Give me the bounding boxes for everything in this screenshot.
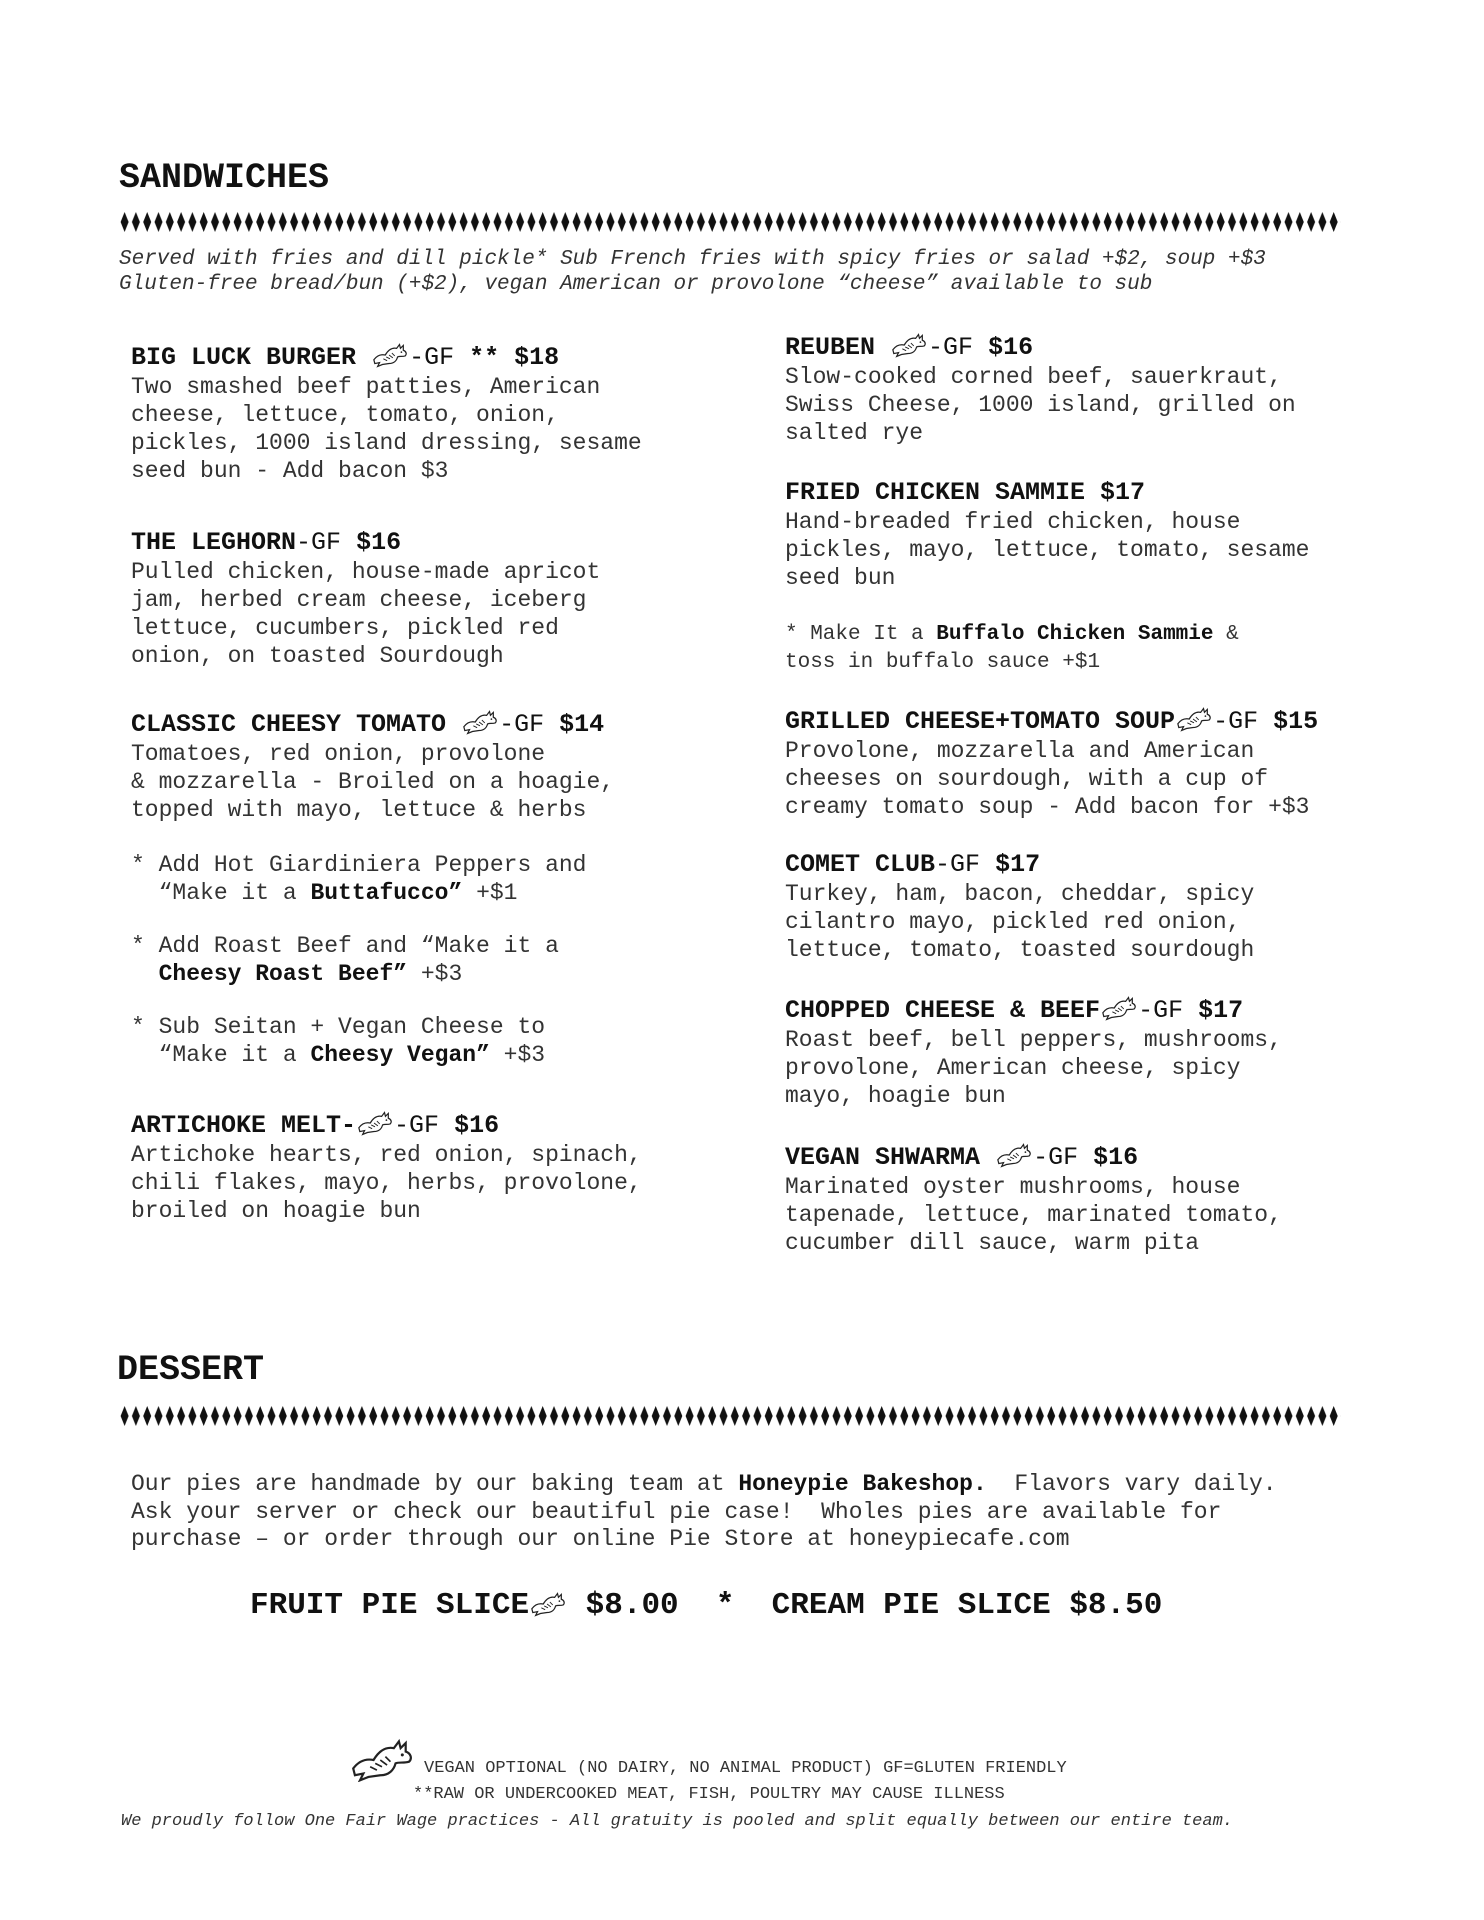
item-name: THE LEGHORN <box>131 528 297 557</box>
addon-line: * Sub Seitan + Vegan Cheese to <box>131 1014 546 1040</box>
addon-cheesy-vegan <box>131 1013 545 1069</box>
menu-item-the-leghorn <box>131 528 731 670</box>
item-desc-line: provolone, American cheese, spicy <box>785 1055 1241 1081</box>
item-name: ARTICHOKE MELT- <box>131 1111 357 1140</box>
item-desc-line: creamy tomato soup - Add bacon for +$3 <box>785 794 1310 820</box>
item-name: COMET CLUB <box>785 850 936 879</box>
item-desc-line: onion, on toasted Sourdough <box>131 643 504 669</box>
jackrabbit-icon <box>356 1110 394 1136</box>
jackrabbit-icon <box>346 1738 418 1778</box>
menu-item-fried-chicken-sammie <box>785 478 1385 592</box>
gf-label: -GF <box>1213 707 1259 736</box>
item-price: ** $18 <box>469 343 560 372</box>
item-desc-line: jam, herbed cream cheese, iceberg <box>131 587 587 613</box>
gf-label: -GF <box>409 343 455 372</box>
fruit-pie-label: FRUIT PIE SLICE <box>250 1588 530 1623</box>
item-price: $16 <box>356 528 402 557</box>
item-desc-line: pickles, 1000 island dressing, sesame <box>131 430 642 456</box>
item-name: CLASSIC CHEESY TOMATO <box>131 710 447 739</box>
addon-cheesy-roast-beef <box>131 932 559 988</box>
item-desc-line: Pulled chicken, house-made apricot <box>131 559 601 585</box>
gluten-free-note: Gluten-free bread/bun (+$2), vegan American or provolone “cheese” available to sub <box>119 273 1153 296</box>
item-desc-line: cheeses on sourdough, with a cup of <box>785 766 1269 792</box>
item-desc-line: cucumber dill sauce, warm pita <box>785 1230 1200 1256</box>
addon-buttafucco <box>131 851 586 907</box>
jackrabbit-icon <box>529 1591 567 1617</box>
item-price: $16 <box>1093 1143 1139 1172</box>
jackrabbit-icon <box>1100 995 1138 1021</box>
addon-price: +$3 <box>407 961 463 987</box>
addon-line: toss in buffalo sauce +$1 <box>785 651 1101 674</box>
pie-prices <box>250 1588 1162 1623</box>
addon-line: * Add Roast Beef and “Make it a <box>131 933 559 959</box>
addon-price: +$3 <box>489 1042 546 1068</box>
item-desc-line: topped with mayo, lettuce & herbs <box>131 797 587 823</box>
addon-text: “Make it a <box>131 880 311 906</box>
item-desc-line: Tomatoes, red onion, provolone <box>131 741 546 767</box>
item-desc-line: Turkey, ham, bacon, cheddar, spicy <box>785 881 1255 907</box>
gf-label: -GF <box>928 333 974 362</box>
addon-text: & <box>1213 623 1239 646</box>
item-desc-line: mayo, hoagie bun <box>785 1083 1006 1109</box>
jackrabbit-icon <box>1175 706 1213 732</box>
item-desc-line: seed bun - Add bacon $3 <box>131 458 449 484</box>
item-desc-line: chili flakes, mayo, herbs, provolone, <box>131 1170 642 1196</box>
menu-item-reuben <box>785 332 1385 447</box>
item-desc-line: Swiss Cheese, 1000 island, grilled on <box>785 392 1296 418</box>
gf-label: -GF <box>1033 1143 1079 1172</box>
gf-label: -GF <box>935 850 981 879</box>
item-desc-line: cilantro mayo, pickled red onion, <box>785 909 1241 935</box>
item-name: REUBEN <box>785 333 876 362</box>
diamond-divider <box>119 211 1341 233</box>
dessert-text: Flavors vary daily. <box>986 1471 1277 1497</box>
item-price: $14 <box>559 710 605 739</box>
bakeshop-name: Honeypie Bakeshop. <box>738 1471 987 1497</box>
item-desc-line: pickles, mayo, lettuce, tomato, sesame <box>785 537 1310 563</box>
item-desc-line: Two smashed beef patties, American <box>131 374 601 400</box>
addon-buffalo-chicken <box>785 621 1239 677</box>
item-desc-line: lettuce, cucumbers, pickled red <box>131 615 559 641</box>
item-desc-line: cheese, lettuce, tomato, onion, <box>131 402 559 428</box>
item-desc-line: Roast beef, bell peppers, mushrooms, <box>785 1027 1282 1053</box>
menu-item-comet-club <box>785 850 1385 964</box>
dessert-heading: DESSERT <box>117 1350 265 1390</box>
item-desc-line: & mozzarella - Broiled on a hoagie, <box>131 769 615 795</box>
diamond-divider <box>119 1405 1341 1427</box>
item-price: $17 <box>995 850 1041 879</box>
gf-label: -GF <box>394 1111 440 1140</box>
item-price: $17 <box>1198 996 1244 1025</box>
addon-text: * Make It a <box>785 623 937 646</box>
legend-text: VEGAN OPTIONAL (NO DAIRY, NO ANIMAL PRODUCT) GF=GLUTEN FRIENDLY <box>424 1759 1067 1778</box>
menu-item-artichoke-melt <box>131 1110 731 1225</box>
menu-item-chopped-cheese-beef <box>785 995 1385 1110</box>
pie-price-line: $8.00 * CREAM PIE SLICE $8.50 <box>567 1588 1163 1623</box>
addon-name: Cheesy Roast Beef” <box>158 961 408 987</box>
item-desc-line: lettuce, tomato, toasted sourdough <box>785 937 1255 963</box>
item-desc-line: broiled on hoagie bun <box>131 1198 421 1224</box>
addon-price: +$1 <box>462 880 518 906</box>
addon-text: “Make it a <box>131 1042 311 1068</box>
item-price: $15 <box>1273 707 1319 736</box>
raw-meat-warning: **RAW OR UNDERCOOKED MEAT, FISH, POULTRY MAY CAUSE ILLNESS <box>413 1785 1005 1804</box>
item-name: BIG LUCK BURGER <box>131 343 357 372</box>
item-desc-line: Provolone, mozzarella and American <box>785 738 1255 764</box>
jackrabbit-icon <box>461 709 499 735</box>
item-price: $16 <box>454 1111 500 1140</box>
item-price: $16 <box>988 333 1034 362</box>
item-desc-line: Artichoke hearts, red onion, spinach, <box>131 1142 642 1168</box>
addon-name: Buttafucco” <box>310 880 463 906</box>
addon-text <box>131 961 159 987</box>
menu-item-grilled-cheese-tomato-soup <box>785 706 1385 821</box>
item-desc-line: Slow-cooked corned beef, sauerkraut, <box>785 364 1282 390</box>
addon-name: Buffalo Chicken Sammie <box>936 623 1214 646</box>
dessert-line-3: purchase – or order through our online Pie Store at honeypiecafe.com <box>131 1526 1070 1552</box>
dessert-text: Our pies are handmade by our baking team at <box>131 1471 739 1497</box>
item-desc-line: seed bun <box>785 565 896 591</box>
menu-item-classic-cheesy-tomato <box>131 709 731 824</box>
addon-name: Cheesy Vegan” <box>310 1042 490 1068</box>
item-desc-line: salted rye <box>785 420 924 446</box>
sandwiches-heading: SANDWICHES <box>119 158 330 198</box>
addon-line: * Add Hot Giardiniera Peppers and <box>131 852 587 878</box>
gf-label: -GF <box>499 710 545 739</box>
dessert-description <box>131 1470 1277 1498</box>
item-name: CHOPPED CHEESE & BEEF <box>785 996 1101 1025</box>
item-name: VEGAN SHWARMA <box>785 1143 981 1172</box>
sides-note: Served with fries and dill pickle* Sub French fries with spicy fries or salad +$2, soup +$3 <box>119 248 1266 271</box>
jackrabbit-icon <box>371 342 409 368</box>
jackrabbit-icon <box>890 332 928 358</box>
menu-item-big-luck-burger <box>131 342 731 485</box>
item-name: FRIED CHICKEN SAMMIE $17 <box>785 478 1146 507</box>
item-desc-line: Marinated oyster mushrooms, house <box>785 1174 1241 1200</box>
gf-label: -GF <box>1138 996 1184 1025</box>
jackrabbit-icon <box>995 1142 1033 1168</box>
item-desc-line: Hand-breaded fried chicken, house <box>785 509 1241 535</box>
gf-label: -GF <box>296 528 342 557</box>
item-desc-line: tapenade, lettuce, marinated tomato, <box>785 1202 1282 1228</box>
fair-wage-note: We proudly follow One Fair Wage practices - All gratuity is pooled and split equally between our entire team. <box>121 1812 1233 1831</box>
menu-item-vegan-shwarma <box>785 1142 1385 1257</box>
dessert-line-2: Ask your server or check our beautiful pie case! Wholes pies are available for <box>131 1499 1222 1525</box>
item-name: GRILLED CHEESE+TOMATO SOUP <box>785 707 1176 736</box>
